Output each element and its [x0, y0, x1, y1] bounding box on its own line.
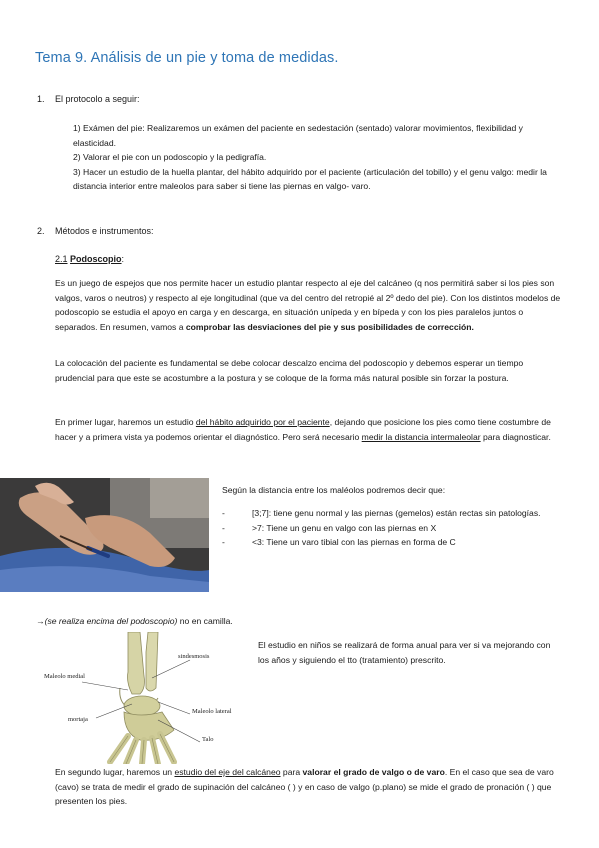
distance-intro: Según la distancia entre los maléolos podremos decir que:	[222, 485, 446, 495]
distance-list	[222, 506, 552, 550]
subsection-number: 2.1	[55, 254, 68, 264]
paragraph-bold: comprobar las desviaciones del pie y sus posibilidades de corrección.	[185, 321, 474, 332]
list-dash: -	[222, 537, 225, 547]
section-2-number: 2.	[37, 226, 45, 236]
section-2-heading: Métodos e instrumentos:	[55, 226, 154, 236]
protocol-item: 3) Hacer un estudio de la huella plantar, del hábito adquirido por el paciente (articulación del tobillo) y el genu valgo: medir la distancia interior entre maleolos para saber si tiene las piernas en valgo- varo.	[73, 166, 547, 191]
section-1-number: 1.	[37, 94, 45, 104]
paragraph-text: En primer lugar, haremos un estudio	[55, 417, 196, 427]
paragraph-text: . En el caso que sea de varo (cavo) se trata de medir el grado de supinación del calcáneo ( ) y en caso de valgo (p.plano) se mide el grado de pronación ( ) que presenten los pies.	[55, 767, 554, 806]
paragraph-bold: valorar el grado de valgo o de varo	[302, 767, 445, 777]
underlined-text: del hábito adquirido por el paciente	[195, 417, 330, 427]
protocol-list	[73, 121, 553, 194]
list-item	[222, 521, 552, 536]
label-maleolo-lateral: Maleolo lateral	[192, 708, 232, 715]
subsection-name: Podoscopio	[70, 254, 122, 264]
note-italic: (se realiza encima del podoscopio)	[44, 616, 178, 626]
paragraph-calcaneo	[55, 765, 565, 809]
section-1-heading: El protocolo a seguir:	[55, 94, 140, 104]
children-study-text: El estudio en niños se realizará de forma anual para ver si va mejorando con los años y siguiendo el tto (tratamiento) prescrito.	[258, 640, 551, 665]
list-item	[222, 506, 552, 521]
arrow-icon: →	[36, 616, 45, 626]
label-talo: Talo	[202, 736, 214, 743]
subsection-colon: :	[121, 254, 125, 264]
paragraph-text: para diagnosticar.	[480, 431, 551, 442]
list-item	[222, 535, 552, 550]
underlined-text: medir la distancia intermaleolar	[361, 431, 481, 442]
protocol-item: 2) Valorar el pie con un podoscopio y la pedigrafía.	[73, 152, 267, 162]
paragraph-text: En segundo lugar, haremos un	[55, 767, 175, 777]
paragraph-podoscopio	[55, 276, 565, 334]
ankle-bones-illustration	[40, 632, 252, 764]
list-text: [3;7]: tiene genu normal y las piernas (gemelos) están rectas sin patologías.	[252, 508, 541, 518]
list-text: >7: Tiene un genu en valgo con las piernas en X	[252, 522, 437, 533]
subsection-title	[55, 252, 124, 266]
list-dash: -	[222, 508, 225, 518]
list-dash: -	[222, 522, 225, 533]
paragraph-text: para	[280, 767, 303, 777]
page-title: Tema 9. Análisis de un pie y toma de medidas.	[35, 50, 339, 66]
paragraph-text: , dejando que posicione los pies como tiene costumbre de hacer y a primera vista ya podemos orientar el diagnóstico. Pero será necesario	[55, 417, 551, 442]
label-maleolo-medial: Maleolo medial	[44, 673, 85, 680]
protocol-item: 1) Exámen del pie: Realizaremos un exámen del paciente en sedestación (sentado) valorar movimientos, flexibilidad y elasticidad.	[73, 123, 523, 148]
list-text: <3: Tiene un varo tibial con las piernas en forma de C	[252, 537, 456, 547]
paragraph-colocacion: La colocación del paciente es fundamental se debe colocar descalzo encima del podoscopio y debemos esperar un tiempo prudencial para que este se acostumbre a la postura y se coloque de la forma más natural posible sin forzar la postura.	[55, 358, 524, 383]
label-mortaja: mortaja	[68, 716, 88, 723]
underlined-text: estudio del eje del calcáneo	[174, 767, 281, 777]
paragraph-text: Es un juego de espejos que nos permite hacer un estudio plantar respecto al eje del calcáneo (q nos permitirá saber si los pies son valgos, varos o neutros) y respecto al eje longitudinal (que va del centro del retropié al 2º dedo del pie). Con los distintos modelos de podoscopio se estudia el apoyo en carga y en descarga, en situación unípeda y en bípeda y con los pies paralelos juntos o separados. En resumen, vamos a	[55, 278, 561, 332]
feet-measurement-photo	[0, 478, 209, 592]
note-text: no en camilla.	[177, 616, 233, 626]
label-sindesmosis: sindesmosis	[178, 653, 210, 660]
paragraph-habito	[55, 415, 565, 444]
note-line	[36, 614, 436, 629]
